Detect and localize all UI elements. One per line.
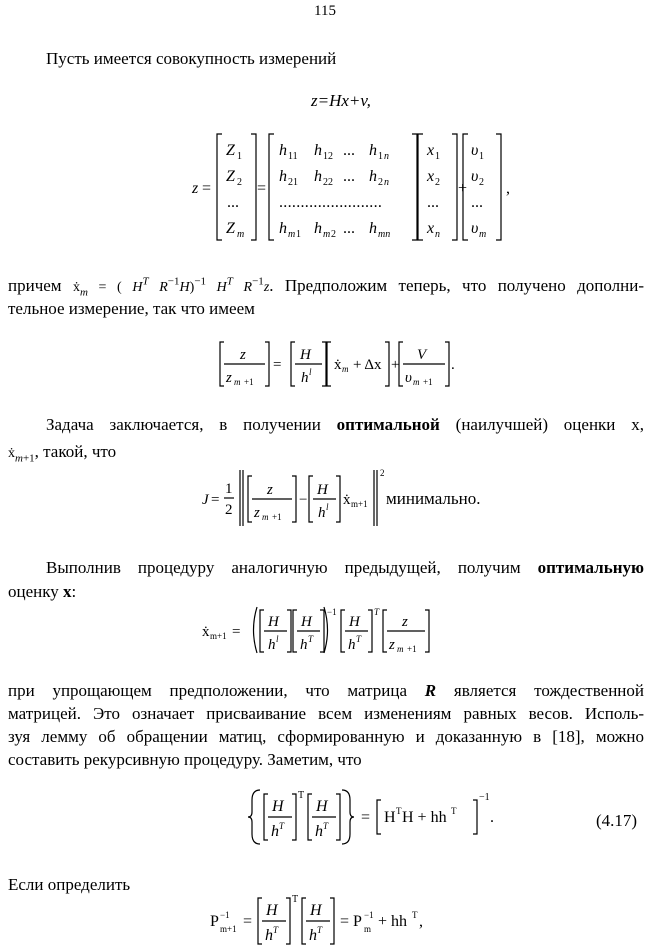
svg-text:υ: υ: [471, 142, 479, 159]
svg-text:ẋ: ẋ: [202, 624, 210, 640]
svg-text:m: m: [479, 229, 487, 240]
svg-text:h: h: [369, 168, 377, 185]
svg-text:1: 1: [479, 151, 484, 162]
svg-text:+ hh: + hh: [378, 913, 408, 930]
svg-text:...: ...: [343, 220, 355, 237]
equation-1: z=Hx+v,: [311, 91, 371, 110]
svg-text:z: z: [402, 614, 408, 630]
svg-text:...: ...: [343, 142, 355, 159]
svg-text:21: 21: [288, 177, 298, 188]
inline-formula-xm: ẋ$_m$ = ( $H^T$ $R^{-1}H)^{-1}$ $H^T$ $R^{-1}z$: [72, 275, 270, 299]
svg-text:h: h: [315, 823, 323, 840]
svg-text:T: T: [308, 634, 314, 644]
paragraph-6: Если определить: [8, 875, 131, 894]
svg-text:...: ...: [471, 194, 483, 211]
svg-text:h: h: [314, 168, 322, 185]
svg-text:ẋ: ẋ: [343, 492, 351, 508]
svg-text:m: m: [413, 377, 420, 387]
svg-text:m+1: m+1: [210, 631, 227, 641]
paragraph-2-line-2: тельное измерение, так что имеем: [8, 299, 255, 318]
svg-text:x: x: [427, 220, 435, 237]
svg-text:−1: −1: [220, 910, 230, 920]
svg-text:z: z: [267, 482, 273, 498]
svg-text:P: P: [210, 913, 219, 930]
svg-text:m+1: m+1: [220, 924, 237, 934]
svg-text:T: T: [451, 806, 457, 816]
svg-text:−: −: [299, 492, 308, 508]
svg-text:H: H: [317, 482, 328, 498]
svg-text:2: 2: [435, 177, 440, 188]
svg-text:=: =: [232, 624, 241, 640]
svg-text:−1: −1: [364, 910, 374, 920]
svg-text:Z: Z: [226, 168, 235, 185]
paragraph-3-line-2: ẋ$_{m+1}$, такой, что: [8, 442, 117, 465]
svg-text:mn: mn: [378, 229, 391, 240]
svg-text:h: h: [369, 142, 377, 159]
svg-text:n: n: [435, 229, 440, 240]
svg-text:h: h: [279, 220, 287, 237]
svg-text:z: z: [192, 180, 199, 197]
cost-function-equation: [200, 466, 400, 530]
svg-text:T: T: [298, 790, 305, 801]
svg-text:l: l: [276, 634, 279, 644]
svg-text:l: l: [326, 502, 329, 512]
svg-text:h: h: [318, 505, 326, 521]
page-number: 115: [314, 3, 336, 19]
svg-text:1: 1: [435, 151, 440, 162]
paragraph-5-line-3: зуя лемму об обращении матиц, сформированную и доказанную в [18], можно: [8, 727, 644, 746]
svg-text:H: H: [268, 614, 279, 630]
svg-text:=: =: [361, 809, 371, 826]
svg-text:υ: υ: [405, 370, 412, 386]
paragraph-4-line-2: оценку x:: [8, 582, 77, 601]
svg-text:=: =: [202, 180, 212, 197]
svg-text:x: x: [427, 142, 435, 159]
svg-text:υ: υ: [471, 220, 479, 237]
svg-text:Z: Z: [226, 142, 235, 159]
paragraph-1: Пусть имеется совокупность измерений: [46, 49, 337, 68]
p-recursion-equation: [208, 890, 448, 951]
svg-text:H: H: [266, 902, 278, 919]
svg-text:=: =: [211, 492, 220, 508]
svg-text:+: +: [391, 357, 400, 373]
svg-text:+ Δx: + Δx: [353, 357, 382, 373]
svg-text:T: T: [396, 806, 402, 816]
svg-text:h: h: [268, 637, 276, 653]
svg-text:h: h: [279, 168, 287, 185]
svg-text:h: h: [314, 142, 322, 159]
svg-text:T: T: [292, 894, 299, 905]
svg-text:m: m: [342, 364, 349, 374]
svg-text:...: ...: [227, 194, 239, 211]
paragraph-5-line-4: составить рекурсивную процедуру. Заметим, что: [8, 750, 362, 769]
equation-number: (4.17): [596, 811, 638, 830]
svg-text:υ: υ: [471, 168, 479, 185]
svg-text:,: ,: [506, 180, 510, 197]
svg-text:x: x: [427, 168, 435, 185]
svg-text:m: m: [234, 377, 241, 387]
svg-text:.: .: [490, 809, 494, 826]
svg-text:H: H: [272, 798, 284, 815]
svg-text:2: 2: [378, 177, 383, 188]
svg-text:=: =: [273, 357, 282, 373]
svg-text:m: m: [262, 512, 269, 522]
svg-text:z: z: [226, 370, 232, 386]
svg-text:H: H: [384, 809, 396, 826]
svg-text:h: h: [279, 142, 287, 159]
svg-text:Z: Z: [226, 220, 235, 237]
paragraph-4-line-1: Выполнив процедуру аналогичную предыдущей, получим оптимальную: [46, 558, 644, 577]
paragraph-2-line-1: причем ẋ$_m$ = ( $H^T$ $R^{-1}H)^{-1}$ $H^T$ $R^{-1}z$. Предположим теперь, что получено дополни-: [8, 275, 644, 299]
svg-text:11: 11: [288, 151, 298, 162]
equation-4-17: [246, 786, 496, 848]
svg-text:...: ...: [343, 168, 355, 185]
svg-text:T: T: [356, 634, 362, 644]
svg-text:T: T: [279, 821, 285, 831]
svg-text:z: z: [240, 347, 246, 363]
paragraph-3-line-1: Задача заключается, в получении оптимальной (наилучшей) оценки x,: [46, 415, 644, 434]
augmented-equation: [215, 340, 455, 390]
svg-text:h: h: [271, 823, 279, 840]
svg-text:z: z: [254, 505, 260, 521]
svg-text:m: m: [364, 924, 372, 934]
svg-text:+1: +1: [244, 377, 254, 387]
svg-text:H + hh: H + hh: [402, 809, 447, 826]
svg-text:H: H: [310, 902, 322, 919]
svg-text:+: +: [458, 180, 468, 197]
paragraph-5-line-1: при упрощающем предположении, что матрица R является тождественной: [8, 681, 645, 700]
matrix-equation: [180, 130, 520, 245]
svg-text:+1: +1: [423, 377, 433, 387]
svg-text:2: 2: [479, 177, 484, 188]
svg-text:h: h: [369, 220, 377, 237]
svg-text:=: =: [243, 913, 253, 930]
svg-text:22: 22: [323, 177, 333, 188]
svg-text:+1: +1: [407, 644, 417, 654]
svg-text:h: h: [300, 637, 308, 653]
svg-text:1: 1: [237, 151, 242, 162]
svg-text:−1: −1: [327, 607, 337, 617]
svg-text:2: 2: [225, 502, 233, 518]
svg-text:ẋ: ẋ: [334, 357, 342, 373]
svg-text:H: H: [300, 347, 311, 363]
minimal-label: минимально.: [386, 489, 481, 508]
svg-text:2: 2: [237, 177, 242, 188]
svg-text:n: n: [384, 151, 389, 162]
svg-text:T: T: [273, 925, 279, 935]
svg-text:1: 1: [296, 229, 301, 240]
svg-text:1: 1: [225, 481, 233, 497]
svg-text:........................: ........................: [279, 194, 383, 211]
svg-text:l: l: [309, 367, 312, 377]
svg-text:z: z: [389, 637, 395, 653]
svg-text:m: m: [237, 229, 245, 240]
svg-text:m: m: [288, 229, 296, 240]
svg-text:m: m: [397, 644, 404, 654]
svg-text:2: 2: [331, 229, 336, 240]
svg-text:T: T: [374, 607, 380, 617]
svg-text:T: T: [412, 910, 418, 920]
svg-text:+1: +1: [272, 512, 282, 522]
svg-text:1: 1: [378, 151, 383, 162]
svg-text:m: m: [323, 229, 331, 240]
svg-text:12: 12: [323, 151, 333, 162]
svg-text:,: ,: [419, 913, 423, 930]
paragraph-5-line-2: матрицей. Это означает присваивание всем изменениям равных весов. Исполь-: [8, 704, 644, 723]
svg-text:= P: = P: [340, 913, 362, 930]
svg-text:H: H: [316, 798, 328, 815]
svg-text:T: T: [317, 925, 323, 935]
svg-text:V: V: [417, 347, 427, 363]
svg-text:m+1: m+1: [351, 499, 368, 509]
svg-text:H: H: [349, 614, 360, 630]
svg-text:J: J: [202, 492, 209, 508]
svg-text:h: h: [314, 220, 322, 237]
optimal-estimate-equation: [200, 604, 440, 656]
svg-text:T: T: [323, 821, 329, 831]
svg-text:...: ...: [427, 194, 439, 211]
svg-text:=: =: [257, 180, 267, 197]
svg-text:2: 2: [380, 468, 385, 478]
svg-text:−1: −1: [479, 792, 490, 803]
svg-text:h: h: [265, 927, 273, 944]
svg-text:h: h: [309, 927, 317, 944]
svg-text:n: n: [384, 177, 389, 188]
svg-text:.: .: [451, 357, 455, 373]
svg-text:h: h: [301, 370, 309, 386]
svg-text:H: H: [301, 614, 312, 630]
svg-text:h: h: [348, 637, 356, 653]
